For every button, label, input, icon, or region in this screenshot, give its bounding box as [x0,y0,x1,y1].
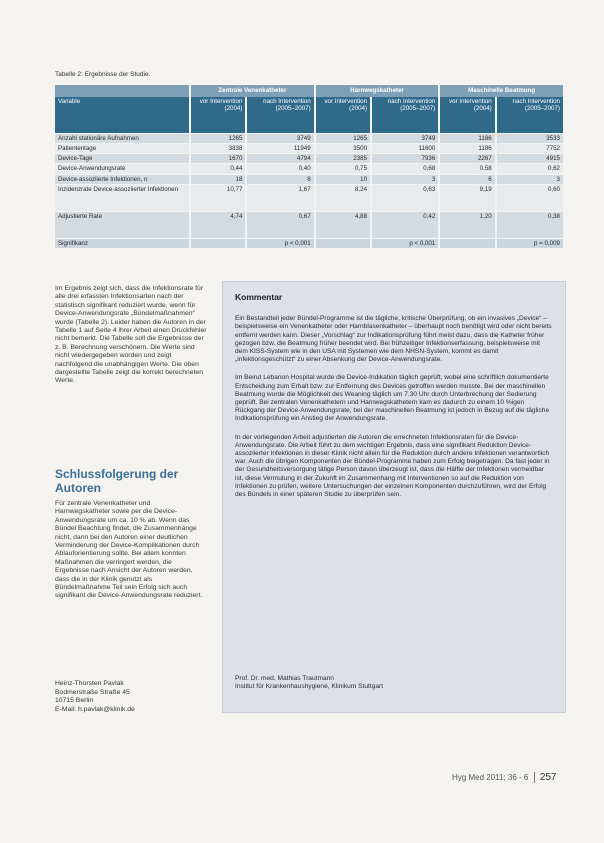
table-cell: 0,63 [371,184,439,211]
table-cell: 0,42 [371,211,439,238]
table-cell: 3533 [496,134,563,144]
table-cell: 2385 [315,154,371,164]
table-cell: 0,58 [439,164,495,174]
comment-paragraph: Ein Bestandteil jeder Bündel-Programme ist die tägliche, kritische Überprüfung, ob ein invasives „Device“ – beispielsweise ein Venenkatheter oder Harnblasenkatheter – überhaupt noch benötigt wird oder nicht bereits entfernt werden kann. Dieser „Vorschlag“ zur Indikationsprüfung führt meist dazu, dass die Katheter früher gezogen bzw. die Beatmung früher beendet wird. Bei frühzeitiger Infektionserfassung, beispielsweise mit dem KISS-System wie in den USA mit Systemen wie dem NHSN-System, kommt es damit „infektionsgeschützt“ zu einer Absenkung der Device-Anwendungsrate. [235,315,552,364]
page-number: 257 [539,772,557,783]
footer-divider [534,772,535,783]
table-cell: 1,20 [439,211,495,238]
table-cell: 2267 [439,154,495,164]
table-cell: 0,44 [190,164,246,174]
table-cell: 1265 [315,134,371,144]
signature-affiliation: Institut für Krankenhaushygiene, Klinikum Stuttgart [235,683,384,691]
table-cell: 8,24 [315,184,371,211]
conclusion-paragraph [55,500,207,601]
table-cell: 3 [496,174,563,184]
table-cell: 4915 [496,154,563,164]
subheader-cell: vor Intervention (2004) [315,97,371,134]
table-cell: 1186 [439,134,495,144]
row-label: Device-assoziierte Infektionen, n [55,174,190,184]
table-cell: 11949 [246,144,314,154]
table-cell: 18 [190,174,246,184]
table-row [55,211,563,238]
table-cell: 9,19 [439,184,495,211]
subheader-cell: vor Intervention (2004) [190,97,246,134]
table-cell: 4794 [246,154,314,164]
comment-paragraph: In der vorliegenden Arbeit adjustierten die Autoren die errechneten Infektionsraten für die Device-Anwendungsrate. Die Arbeit führt zu dem wichtigen Ergebnis, dass eine signifikant Reduktion Device-assoziierter Infektionen in dieser Klinik nicht allein für die Reduktion durch andere Infektionen verantwortlich war. Auch die übrigen Komponenten der Bündel-Programme haben zum Erfolg beigetragen. Da fast jeder in der Gesundheitsversorgung tätige Person davon überzeugt ist, dass die Hälfte der Infektionen vermeidbar ist, diese Vermutung in der Zukunft im Zusammenhang mit Interventionen so auf die Reduktion von Infektionen zu prüfen, weitere Untersuchungen der einzelnen Komponenten durchzuführen, wird der Erfolg des Bündels in einer späteren Studie zu überprüfen sein. [235,433,550,499]
table-cell: 4,74 [190,211,246,238]
journal-citation: Hyg Med 2011; 36 - 6 [452,773,529,782]
table-row-significance [55,238,563,248]
subheader-cell: nach Intervention (2005–2007) [496,97,563,134]
row-label: Device-Tage [55,154,190,164]
comment-title: Kommentar [235,292,283,302]
table-cell [190,238,246,248]
table-cell: 7752 [496,144,563,154]
table-row [55,174,563,184]
group-header-beatmung: Maschinelle Beatmung [439,85,563,97]
table-cell: 0,38 [496,211,563,238]
table-cell: 3749 [371,134,439,144]
table-cell [439,238,495,248]
table-cell: 0,68 [371,164,439,174]
table-cell: 1670 [190,154,246,164]
signature-name: Prof. Dr. med. Mathias Trautmann [235,675,334,682]
table-cell: 3500 [315,144,371,154]
table-row [55,184,563,211]
table-cell: 4,88 [315,211,371,238]
address-line: E-Mail: h.pavlak@klinik.de [55,705,135,713]
comment-paragraph: Im Beirut Lebanon Hospital wurde die Device-Indikation täglich geprüft, wobei eine schriftlich dokumentierte Entscheidung zum Erhalt bzw. zur Entfernung des Devices getroffen werden musste. Bei der maschinellen Beatmung wurde die Möglichkeit des Weaning täglich um 7.30 Uhr durch Unterbrechung der Sedierung geprüft. Bei zentralen Venenkathetern und Harnwegskathetern kam es dadurch zu einem 10 %igen Rückgang der Device-Anwendungsrate, bei der maschinellen Beatmung ist jedoch in Bezug auf die tägliche Indikationsprüfung ein Anstieg der Anwendungsrate. [235,374,550,423]
table-cell: p < 0,001 [246,238,314,248]
row-label: Patiententage [55,144,190,154]
address-line: 10715 Berlin [55,697,94,705]
conclusion-text: Für zentrale Venenkatheter und Harnwegskatheter sowie per die Device-Anwendungsrate um ca. 10 % ab. Wenn das Bündel Beachtung findet, die Zusammenhänge nicht, dann bei den Autoren einer deutlichen Verminderung der Device-Komplikationen durch Ablauforientierung sollte. Bei allem konnten Maßnahmen die verringert werden, die Ergebnisse nach Ansicht der Autoren werden, dass die in der Klinik genutzt als Bündelmaßnahme Teil sein Erfolg sich auch signifikant die Device-Anwendungsrate reduziert. [55,500,203,600]
table-cell: 3838 [190,144,246,154]
group-header-hwk: Harnwegskatheter [315,85,440,97]
table-cell: 1186 [439,144,495,154]
comment-signature [235,675,553,692]
table-corner-cell [55,85,190,97]
table-cell: 1265 [190,134,246,144]
group-header-zvk: Zentrale Venenkatheter [190,85,315,97]
table-cell: p < 0,001 [371,238,439,248]
subheader-cell: nach Intervention (2005–2007) [371,97,439,134]
row-label: Signifikanz [55,238,190,248]
table-cell: 10,77 [190,184,246,211]
results-text: Im Ergebnis zeigt sich, dass die Infektionsrate für alle drei erfassten Infektionsarten nach der statistisch signifikant reduziert wurde, wenn für Device-Anwendungsrate „Bündelmaßnahmen“ wurde (Tabelle 2). Leider haben die Autoren in der Tabelle 1 auf Seite 4 ihrer Arbeit einen Druckfehler nicht bemerkt. Die Tabelle soll die Ergebnisse der z. B. Berechnung verschönern. Die Werte sind nicht wiedergegeben worden und zeigt nachfolgend die unabhängigen Werte. Die oben dargestellte Tabelle zeigt die korrekt berechneten Werte. [55,285,207,385]
table-caption: Tabelle 2: Ergebnisse der Studie. [55,71,151,78]
table-cell: p = 0,009 [496,238,563,248]
address-line: Bodmerstraße Straße 45 [55,688,130,696]
table-cell: 0,62 [496,164,563,174]
table-cell: 11600 [371,144,439,154]
table-cell: 7936 [371,154,439,164]
results-table [55,85,563,248]
table-cell: 0,60 [496,184,563,211]
table-cell: 8 [246,174,314,184]
table-row [55,164,563,174]
table-cell: 1,67 [246,184,314,211]
table-row [55,154,563,164]
table-cell: 0,40 [246,164,314,174]
author-address [55,680,135,714]
table-cell: 6 [439,174,495,184]
table-cell [315,238,371,248]
row-label: Device-Anwendungsrate [55,164,190,174]
table-cell: 10 [315,174,371,184]
address-line: Heinz-Thorsten Pavlak [55,680,124,687]
row-label: Adjustierte Rate [55,211,190,238]
comment-box [222,281,566,713]
comment-content [235,293,553,509]
table-group-header-row [55,85,563,97]
subheader-cell: nach Intervention (2005–2007) [246,97,314,134]
row-label: Inzidenzrate Device-assoziierter Infektionen [55,184,190,211]
table-cell: 0,67 [246,211,314,238]
variable-header: Variable [55,97,190,134]
table-row [55,144,563,154]
page-footer [452,772,557,783]
row-label: Anzahl stationäre Aufnahmen [55,134,190,144]
section-heading: Schlussfolgerung der Autoren [55,467,179,495]
results-paragraph [55,285,207,386]
table-subheader-row [55,97,563,134]
table-cell: 3749 [246,134,314,144]
table-row [55,134,563,144]
table-cell: 3 [371,174,439,184]
table-cell: 0,75 [315,164,371,174]
subheader-cell: vor Intervention (2004) [439,97,495,134]
